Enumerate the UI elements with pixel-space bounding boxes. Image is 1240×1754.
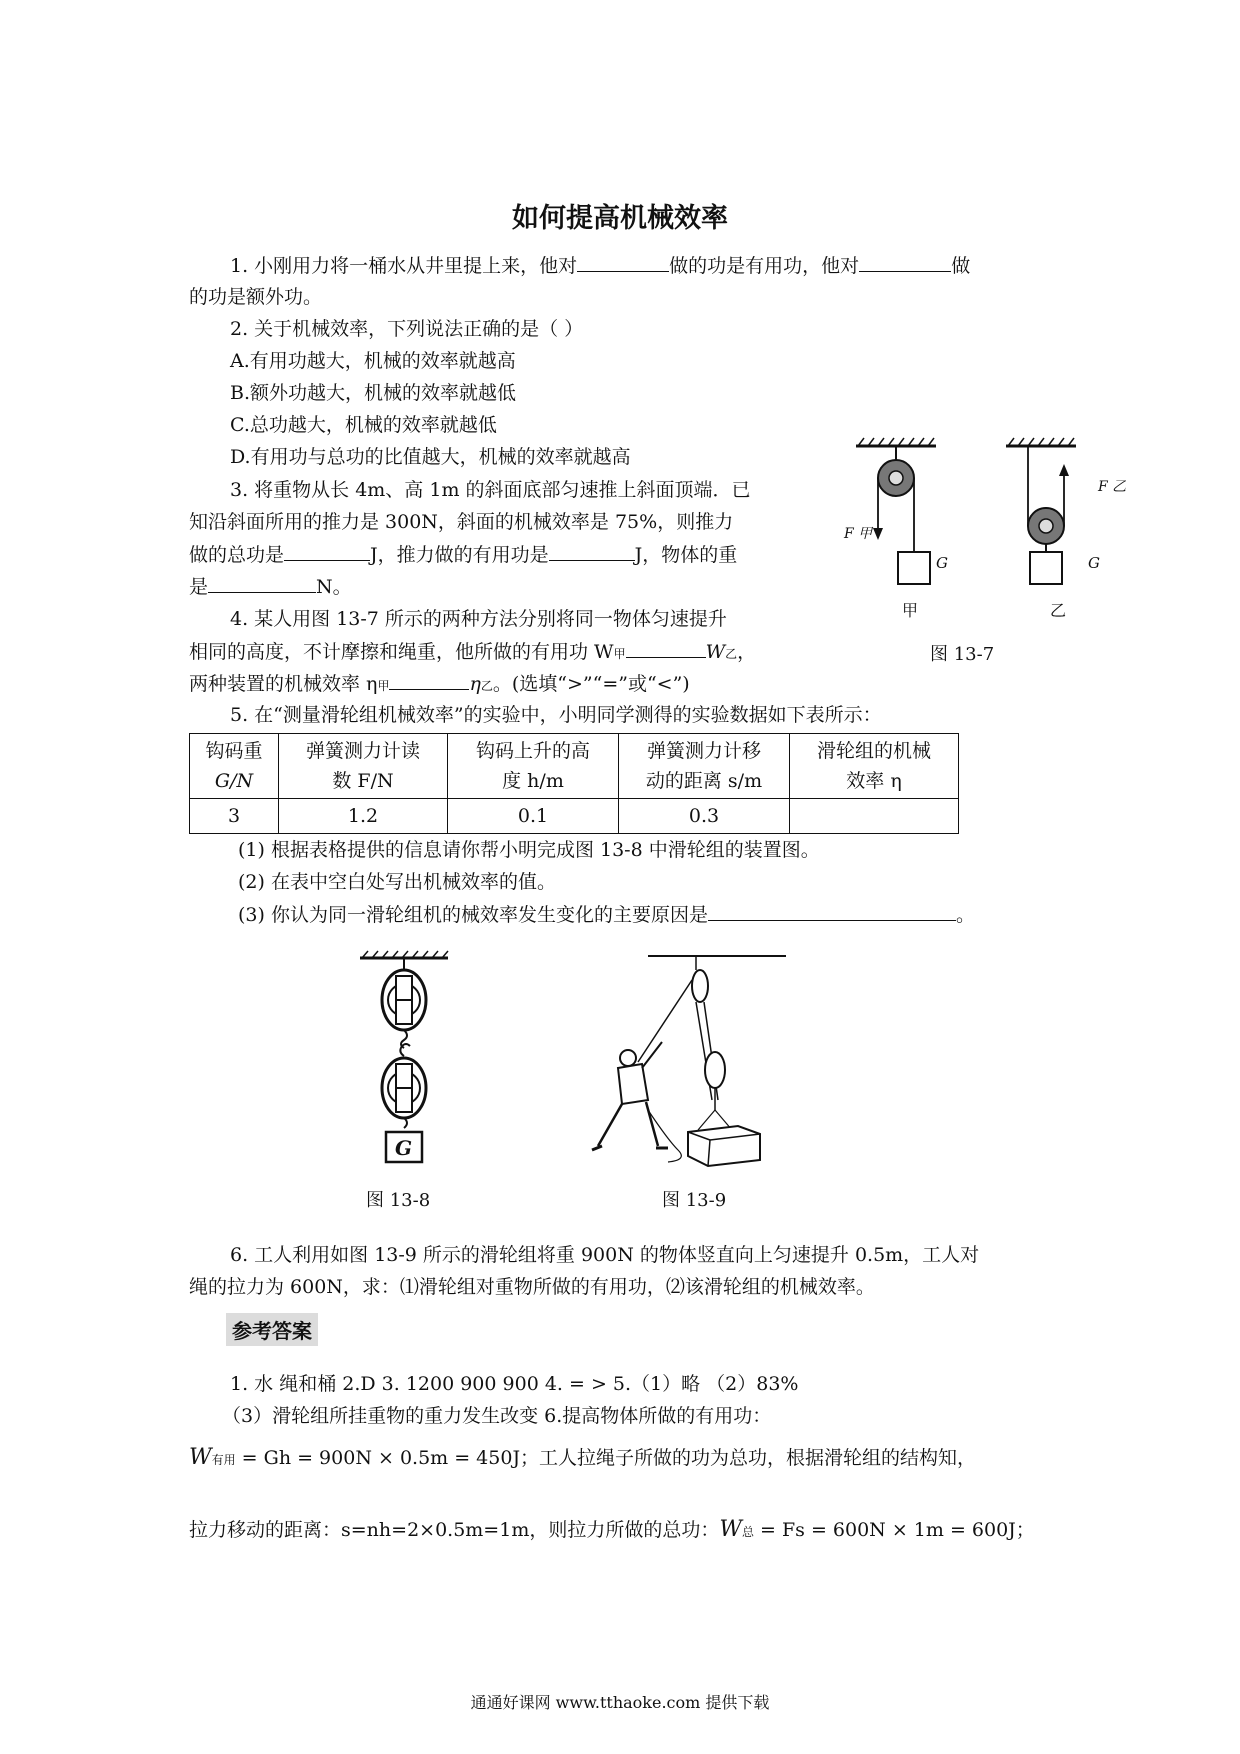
fig137-f-left-label: F 甲 xyxy=(844,526,873,542)
q5-sub3 xyxy=(238,902,975,927)
q3-line4 xyxy=(189,574,352,599)
fig137-g-left: G xyxy=(936,554,948,572)
table-header-cell: 钩码重 G/N xyxy=(190,734,279,799)
table-cell-height: 0.1 xyxy=(448,799,619,834)
q3-text-a: 做的总功是 xyxy=(189,544,285,566)
q4-blank-efficiency[interactable] xyxy=(389,671,469,690)
q5-stem: 5. 在“测量滑轮组机械效率”的实验中，小明同学测得的实验数据如下表所示： xyxy=(230,704,882,726)
q4-sub-jia-2: 甲 xyxy=(377,679,390,693)
answers-line4 xyxy=(189,1518,1035,1544)
q4-line1: 4. 某人用图 13-7 所示的两种方法分别将同一物体匀速提升 xyxy=(230,608,727,630)
q4-sub-yi: 乙 xyxy=(725,647,738,661)
fig138-caption: 图 13-8 xyxy=(366,1190,431,1211)
table-header-cell: 滑轮组的机械 效率 η xyxy=(790,734,959,799)
q4-line3 xyxy=(189,671,690,698)
table-cell-efficiency-blank[interactable] xyxy=(790,799,959,834)
figure-13-7-pulleys xyxy=(836,432,1126,662)
fig139-caption: 图 13-9 xyxy=(662,1190,727,1211)
q2-option-d[interactable]: D.有用功与总功的比值越大，机械的效率就越高 xyxy=(230,446,631,468)
fig137-right-label: 乙 xyxy=(1050,601,1067,620)
q4-text-d: 两种装置的机械效率 η xyxy=(189,673,378,695)
q5-sub1: (1) 根据表格提供的信息请你帮小明完成图 13-8 中滑轮组的装置图。 xyxy=(238,839,820,861)
table-header-cell: 钩码上升的高 度 h/m xyxy=(448,734,619,799)
fig138-g-label: G xyxy=(395,1136,413,1160)
q3-blank-total-work[interactable] xyxy=(284,542,370,561)
answers-line3-text: = Gh = 900N × 0.5m = 450J；工人拉绳子所做的功为总功，根据滑轮组的结构知， xyxy=(235,1447,977,1469)
answers-line2: （3）滑轮组所挂重物的重力发生改变 6.提高物体所做的有用功： xyxy=(222,1405,772,1427)
q3-line2: 知沿斜面所用的推力是 300N，斜面的机械效率是 75%，则推力 xyxy=(189,511,734,533)
table-cell-weight: 3 xyxy=(190,799,279,834)
q3-text-d: 是 xyxy=(189,576,209,598)
q4-text-a: 相同的高度，不计摩擦和绳重，他所做的有用功 W xyxy=(189,641,614,663)
q2-option-b[interactable]: B.额外功越大，机械的效率就越低 xyxy=(230,382,517,404)
fig137-g-right: G xyxy=(1088,554,1100,572)
answers-w-sub-useful: 有用 xyxy=(211,1453,236,1467)
answers-w-sub-total: 总 xyxy=(741,1525,754,1539)
q6-line2: 绳的拉力为 600N，求：⑴滑轮组对重物所做的有用功，⑵该滑轮组的机械效率。 xyxy=(189,1276,875,1298)
fig137-left-label: 甲 xyxy=(902,601,919,620)
q2-option-a[interactable]: A.有用功越大，机械的效率就越高 xyxy=(230,350,516,372)
q4-text-b: W xyxy=(705,641,726,663)
q3-text-b: J，推力做的有用功是 xyxy=(370,544,549,566)
q3-text-c: J，物体的重 xyxy=(634,544,738,566)
footer-credit: 通通好课网 www.tthaoke.com 提供下载 xyxy=(470,1693,770,1712)
table-header-cell: 弹簧测力计移 动的距离 s/m xyxy=(619,734,790,799)
page-title: 如何提高机械效率 xyxy=(512,203,728,234)
answers-heading: 参考答案 xyxy=(226,1313,318,1346)
fig137-caption: 图 13-7 xyxy=(930,644,995,665)
answers-line1: 1. 水 绳和桶 2.D 3. 1200 900 900 4. = > 5.（1）略 （2）83% xyxy=(230,1373,799,1395)
q3-blank-useful-work[interactable] xyxy=(549,542,635,561)
q4-sub-yi-2: 乙 xyxy=(480,679,493,693)
q5-blank-reason[interactable] xyxy=(708,902,956,921)
answers-w-symbol: W xyxy=(189,1445,212,1470)
q4-text-e: η xyxy=(469,673,481,695)
q1-text-b: 做的功是有用功，他对 xyxy=(669,255,860,277)
figure-13-9-worker-illustration xyxy=(588,950,788,1170)
q3-line1: 3. 将重物从长 4m、高 1m 的斜面底部匀速推上斜面顶端．已 xyxy=(230,479,751,501)
fig137-f-right-label: F 乙 xyxy=(1098,479,1127,495)
q1-text-c: 做 xyxy=(951,255,971,277)
q2-stem: 2. 关于机械效率，下列说法正确的是（ ） xyxy=(230,318,584,340)
q2-option-c[interactable]: C.总功越大，机械的效率就越低 xyxy=(230,414,497,436)
data-table xyxy=(189,733,959,834)
table-header-cell: 弹簧测力计读 数 F/N xyxy=(279,734,448,799)
answers-w-total-symbol: W xyxy=(719,1517,742,1542)
q5-sub3-end: 。 xyxy=(955,904,975,926)
q5-sub2: (2) 在表中空白处写出机械效率的值。 xyxy=(238,871,556,893)
q4-blank-work[interactable] xyxy=(626,639,706,658)
q5-sub3-text: (3) 你认为同一滑轮组机的械效率发生变化的主要原因是 xyxy=(238,904,708,926)
q1-line1 xyxy=(230,253,970,278)
q4-text-c: ， xyxy=(737,641,757,663)
q6-line1: 6. 工人利用如图 13-9 所示的滑轮组将重 900N 的物体竖直向上匀速提升 0.5m，工人对 xyxy=(230,1244,980,1266)
q4-text-f: 。(选填“>”“=”或“<”) xyxy=(492,673,690,695)
q3-line3 xyxy=(189,542,737,567)
q3-blank-weight[interactable] xyxy=(208,574,316,593)
q4-sub-jia: 甲 xyxy=(613,647,626,661)
answers-line4-formula: = Fs = 600N × 1m = 600J； xyxy=(753,1519,1035,1541)
table-header-row xyxy=(190,734,959,799)
q1-blank-1[interactable] xyxy=(577,253,669,272)
table-cell-force: 1.2 xyxy=(279,799,448,834)
q1-blank-2[interactable] xyxy=(859,253,951,272)
q1-text-a: 1. 小刚用力将一桶水从井里提上来，他对 xyxy=(230,255,578,277)
table-row xyxy=(190,799,959,834)
answers-line3 xyxy=(189,1446,976,1472)
q4-line2 xyxy=(189,639,756,666)
q3-text-e: N。 xyxy=(316,576,352,598)
answers-line4-text: 拉力移动的距离：s=nh=2×0.5m=1m，则拉力所做的总功： xyxy=(189,1519,720,1541)
q1-line2: 的功是额外功。 xyxy=(189,286,323,308)
table-cell-distance: 0.3 xyxy=(619,799,790,834)
